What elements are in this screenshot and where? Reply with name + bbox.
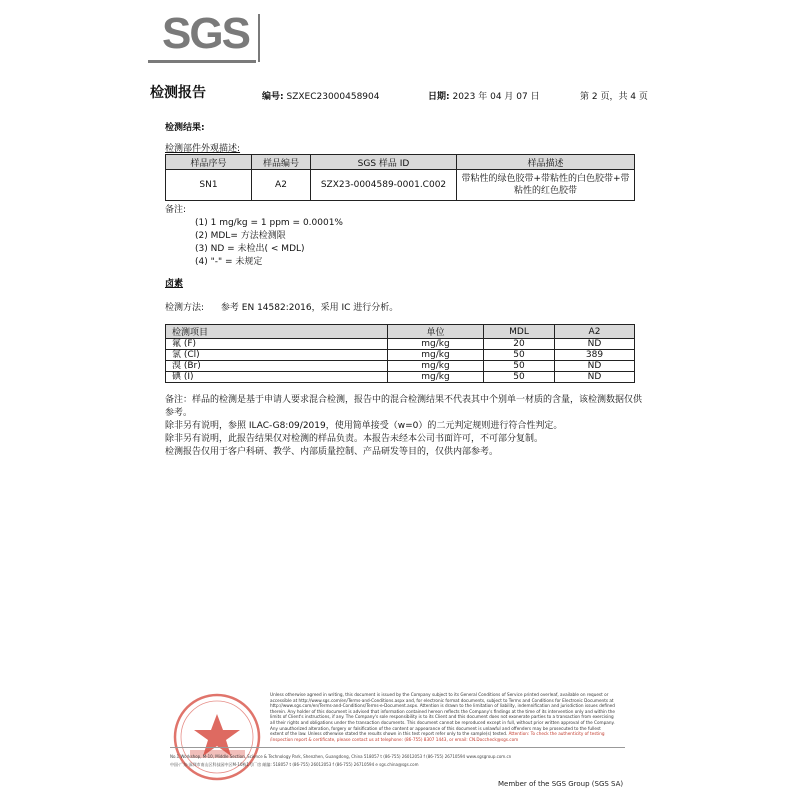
col-sample-seq: 样品序号 — [166, 155, 252, 170]
cell-unit: mg/kg — [388, 361, 484, 372]
col-sample-desc: 样品描述 — [457, 155, 635, 170]
cell-unit: mg/kg — [388, 372, 484, 383]
address-cn: 中国·广东·深圳市南山区科技园中区M-10栋1号厂房 邮编: 518057 t (86-755) 26012053 f (86-755) 26710594 e sgs.china@sgs.com — [170, 762, 419, 767]
table-row — [166, 170, 635, 201]
test-method — [165, 300, 398, 313]
page-number: 第 2 页，共 4 页 — [580, 92, 648, 102]
halogen-title: 卤素 — [165, 279, 184, 289]
cell-sample-no: A2 — [252, 170, 311, 201]
cell-mdl: 50 — [484, 361, 555, 372]
appearance-title: 检测部件外观描述: — [165, 144, 241, 154]
cell-unit: mg/kg — [388, 339, 484, 350]
report-title: 检测报告 — [150, 85, 206, 101]
results-title: 检测结果: — [165, 123, 205, 133]
logo-underline — [148, 60, 256, 63]
remarks — [165, 394, 645, 459]
col-sgs-id: SGS 样品 ID — [311, 155, 457, 170]
address-en: No.1 Workshop, M-10, Middle Section, Science & Technology Park, Shenzhen, Guangdong, China 518057 t (86-755) 26012053 f (86-755) 26710594 www.sgsgroup.com.cn — [170, 754, 512, 759]
sample-table-header — [166, 155, 635, 170]
col-a2: A2 — [555, 325, 635, 339]
cell-mdl: 20 — [484, 339, 555, 350]
cell-sample-desc: 带粘性的绿色胶带+带粘性的白色胶带+带粘性的红色胶带 — [457, 170, 635, 201]
result-table-header — [166, 325, 635, 339]
method-label: 检测方法: — [165, 303, 205, 313]
cell-sample-seq: SN1 — [166, 170, 252, 201]
document-number — [262, 89, 380, 102]
notes-title: 备注: — [165, 205, 187, 215]
number-value: SZXEC23000458904 — [286, 92, 380, 102]
table-row — [166, 361, 635, 372]
table-row — [166, 372, 635, 383]
remark-line: 除非另有说明，参照 ILAC-G8:09/2019，使用简单接受（w=0）的二元判定规则进行符合性判定。 — [165, 421, 563, 431]
cell-item: 氯 (Cl) — [166, 350, 388, 361]
col-unit: 单位 — [388, 325, 484, 339]
number-label: 编号: — [262, 92, 284, 102]
result-table — [165, 324, 635, 383]
footer-divider — [170, 747, 625, 748]
cell-mdl: 50 — [484, 372, 555, 383]
cell-sgs-id: SZX23-0004589-0001.C002 — [311, 170, 457, 201]
col-mdl: MDL — [484, 325, 555, 339]
cell-item: 氟 (F) — [166, 339, 388, 350]
sample-table — [165, 154, 635, 201]
logo-text: SGS — [162, 9, 249, 58]
remark-line: 除非另有说明，此报告结果仅对检测的样品负责。本报告未经本公司书面许可，不可部分复制。 — [165, 434, 544, 444]
cell-item: 溴 (Br) — [166, 361, 388, 372]
remark-line: 检测报告仅用于客户科研、教学、内部质量控制、产品研发等目的，仅供内部参考。 — [165, 447, 499, 457]
cell-item: 碘 (I) — [166, 372, 388, 383]
note-item: (4) "-" = 未规定 — [195, 257, 263, 267]
cell-unit: mg/kg — [388, 350, 484, 361]
sgs-logo — [148, 8, 258, 60]
date-label: 日期: — [428, 92, 450, 102]
cell-result: ND — [555, 372, 635, 383]
notes — [165, 204, 343, 269]
col-test-item: 检测项目 — [166, 325, 388, 339]
table-row — [166, 339, 635, 350]
terms-text: Unless otherwise agreed in writing, this document is issued by the Company subject to its General Conditions of Service printed overleaf, available on request or accessible at http://www.sgs.com/en/Terms-and-Conditions.aspx and, for electronic format documents, subject to Terms and Conditions for Electronic Documents at http://www.sgs.com/en/Terms-and-Conditions/Terms-e-Document.aspx. Attention is drawn to the limitation of liability, indemnification and jurisdiction issues defined therein. Any holder of this document is advised that information contained hereon reflects the Company's findings at the time of its intervention only and within the limits of Client's instructions, if any. The Company's sole responsibility is to its Client and this document does not exonerate parties to a transaction from exercising all their rights and obligations under the transaction documents. This document cannot be reproduced except in full, without prior written approval of the Company. Any unauthorized alteration, forgery or falsification of the content or appearance of this document is unlawful and offenders may be prosecuted to the fullest extent of the law. Unless otherwise stated the results shown in this test report refer only to the sample(s) tested. — [270, 692, 616, 737]
cell-result: ND — [555, 339, 635, 350]
sgs-member-note: Member of the SGS Group (SGS SA) — [498, 780, 624, 788]
note-item: (1) 1 mg/kg = 1 ppm = 0.0001% — [195, 218, 343, 228]
method-text: 参考 EN 14582:2016，采用 IC 进行分析。 — [220, 303, 399, 313]
note-item: (3) ND = 未检出( < MDL) — [195, 244, 305, 254]
footer-address — [170, 753, 630, 778]
table-row — [166, 350, 635, 361]
terms-fine-print — [270, 692, 615, 742]
col-sample-no: 样品编号 — [252, 155, 311, 170]
remark-line: 备注：样品的检测是基于申请人要求混合检测，报告中的混合检测结果不代表其中个别单一材质的含量，该检测数据仅供参考。 — [165, 395, 643, 418]
cell-mdl: 50 — [484, 350, 555, 361]
authenticity-notice: Attention: To check the authenticity of testing /inspection report & certificate, please contact us at telephone: (86-755) 8307 1443, or email: CN.Doccheck@sgs.com — [270, 731, 605, 742]
cell-result: 389 — [555, 350, 635, 361]
logo-divider — [258, 14, 260, 62]
document-date — [428, 89, 540, 102]
date-value: 2023 年 04 月 07 日 — [452, 92, 540, 102]
cell-result: ND — [555, 361, 635, 372]
note-item: (2) MDL= 方法检测限 — [195, 231, 286, 241]
